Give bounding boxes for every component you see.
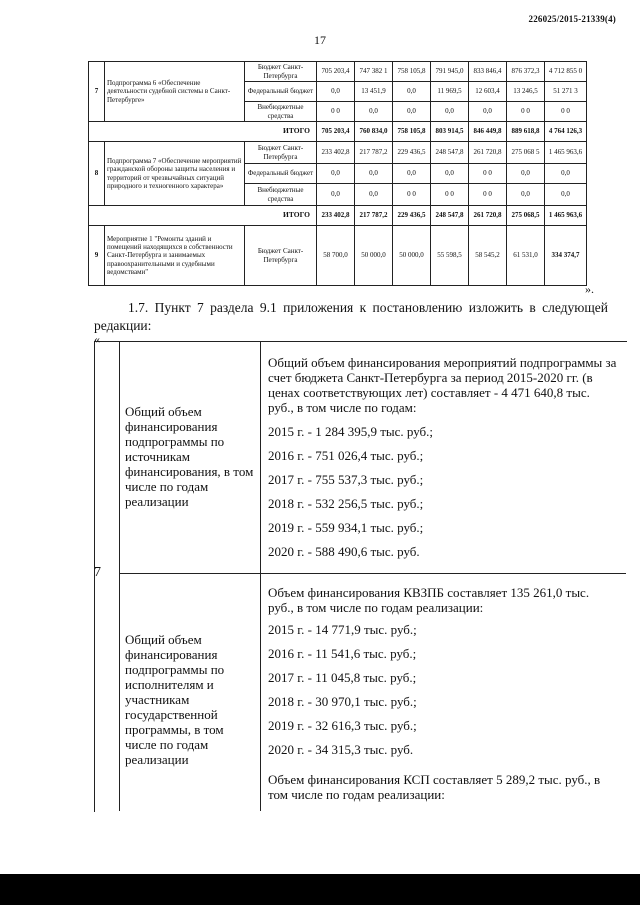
table-cell: 50 000,0 bbox=[393, 226, 431, 286]
table-cell: 803 914,5 bbox=[431, 122, 469, 142]
table-cell: 334 374,7 bbox=[545, 226, 587, 286]
year-line: 2018 г. - 532 256,5 тыс. руб.; bbox=[268, 496, 424, 511]
table-cell: 275 068 5 bbox=[507, 142, 545, 164]
table-cell: 846 449,8 bbox=[469, 122, 507, 142]
block2-intro: Объем финансирования КВЗПБ составляет 135 261,0 тыс. руб., в том числе по годам реализации: bbox=[268, 585, 590, 615]
table-cell: 0 0 bbox=[545, 102, 587, 122]
block1-intro: Общий объем финансирования мероприятий подпрограммы за счет бюджета Санкт-Петербурга за период 2015-2020 гг. (в ценах соответствующих лет) составляет - 4 471 640,8 тыс. руб., в том числе по годам: bbox=[268, 355, 617, 415]
row-number: 8 bbox=[89, 142, 105, 206]
program-title: Подпрограмма 7 «Обеспечение мероприятий гражданской обороны защиты населения и территорий от чрезвычайных ситуаций природного и техногенного характера» bbox=[105, 142, 245, 206]
table-cell: 0,0 bbox=[507, 184, 545, 206]
total-label: ИТОГО bbox=[89, 206, 317, 226]
ksp-funding-text: Объем финансирования КСП составляет 5 289,2 тыс. руб., в том числе по годам реализации: bbox=[268, 772, 601, 802]
year-line: 2016 г. - 751 026,4 тыс. руб.; bbox=[268, 448, 424, 463]
table-cell: 248 547,8 bbox=[431, 142, 469, 164]
table-cell: 55 598,5 bbox=[431, 226, 469, 286]
table-cell: 791 945,0 bbox=[431, 62, 469, 82]
table-cell: 261 720,8 bbox=[469, 206, 507, 226]
block2-label: Общий объем финансирования подпрограммы по исполнителям и участникам государственной программы, в том числе по годам реализации bbox=[125, 632, 225, 767]
year-line: 2016 г. - 11 541,6 тыс. руб.; bbox=[268, 646, 417, 661]
table-cell: 0,0 bbox=[317, 82, 355, 102]
table-cell: 58 700,0 bbox=[317, 226, 355, 286]
total-row bbox=[89, 206, 587, 226]
funding-source: Бюджет Санкт-Петербурга bbox=[245, 142, 317, 164]
program-title: Мероприятие 1 "Ремонты зданий и помещений находящихся в собственности Санкт-Петербурга и занимаемых правоохранительными и судебными ведомствами" bbox=[105, 226, 245, 286]
year-line: 2019 г. - 559 934,1 тыс. руб.; bbox=[268, 520, 424, 535]
year-line: 2017 г. - 755 537,3 тыс. руб.; bbox=[268, 472, 424, 487]
funding-source: Внебюджетные средства bbox=[245, 184, 317, 206]
table-cell: 233 402,8 bbox=[317, 142, 355, 164]
table-cell: 0,0 bbox=[355, 184, 393, 206]
table-cell: 0,0 bbox=[355, 164, 393, 184]
column-divider bbox=[119, 341, 120, 811]
program-title: Подпрограмма 6 «Обеспечение деятельности судебной системы в Санкт-Петербурге» bbox=[105, 62, 245, 122]
table-cell: 229 436,5 bbox=[393, 206, 431, 226]
table-cell: 217 787,2 bbox=[355, 206, 393, 226]
table-cell: 0,0 bbox=[393, 164, 431, 184]
table-cell: 13 246,5 bbox=[507, 82, 545, 102]
table-cell: 261 720,8 bbox=[469, 142, 507, 164]
table-cell: 0,0 bbox=[393, 82, 431, 102]
year-line: 2015 г. - 1 284 395,9 тыс. руб.; bbox=[268, 424, 434, 439]
table-cell: 0 0 bbox=[431, 184, 469, 206]
table-cell: 0 0 bbox=[317, 102, 355, 122]
year-line: 2015 г. - 14 771,9 тыс. руб.; bbox=[268, 622, 417, 637]
budget-table bbox=[88, 61, 587, 286]
column-divider bbox=[260, 341, 261, 811]
table-cell: 0,0 bbox=[431, 164, 469, 184]
funding-source: Федеральный бюджет bbox=[245, 82, 317, 102]
table-cell: 50 000,0 bbox=[355, 226, 393, 286]
funding-source: Федеральный бюджет bbox=[245, 164, 317, 184]
year-line: 2019 г. - 32 616,3 тыс. руб.; bbox=[268, 718, 417, 733]
table-cell: 11 969,5 bbox=[431, 82, 469, 102]
table-cell: 0,0 bbox=[317, 164, 355, 184]
table-cell: 0 0 bbox=[469, 164, 507, 184]
table-cell: 889 618,8 bbox=[507, 122, 545, 142]
table-cell: 758 105,8 bbox=[393, 122, 431, 142]
table-row bbox=[89, 226, 587, 286]
table-cell: 0,0 bbox=[507, 164, 545, 184]
table-cell: 0,0 bbox=[431, 102, 469, 122]
row-divider bbox=[119, 573, 626, 574]
table-cell: 758 105,8 bbox=[393, 62, 431, 82]
table-row bbox=[89, 142, 587, 164]
table-cell: 0,0 bbox=[469, 102, 507, 122]
table-cell: 705 203,4 bbox=[317, 122, 355, 142]
table-cell: 233 402,8 bbox=[317, 206, 355, 226]
table-cell: 1 465 963,6 bbox=[545, 206, 587, 226]
total-row bbox=[89, 122, 587, 142]
table-cell: 0,0 bbox=[545, 184, 587, 206]
year-line: 2018 г. - 30 970,1 тыс. руб.; bbox=[268, 694, 417, 709]
table-cell: 833 846,4 bbox=[469, 62, 507, 82]
table-cell: 229 436,5 bbox=[393, 142, 431, 164]
table-cell: 12 603,4 bbox=[469, 82, 507, 102]
table-cell: 0,0 bbox=[545, 164, 587, 184]
table-cell: 705 203,4 bbox=[317, 62, 355, 82]
table-cell: 51 271 3 bbox=[545, 82, 587, 102]
item-number: 7 bbox=[94, 565, 101, 580]
table-cell: 0 0 bbox=[393, 184, 431, 206]
row-number: 9 bbox=[89, 226, 105, 286]
year-line: 2020 г. - 588 490,6 тыс. руб. bbox=[268, 544, 420, 559]
block1-label: Общий объем финансирования подпрограммы по источникам финансирования, в том числе по годам реализации bbox=[125, 404, 254, 509]
table-cell: 0,0 bbox=[317, 184, 355, 206]
table-cell: 4 712 855 0 bbox=[545, 62, 587, 82]
table-cell: 275 068,5 bbox=[507, 206, 545, 226]
table-cell: 248 547,8 bbox=[431, 206, 469, 226]
table-cell: 13 451,9 bbox=[355, 82, 393, 102]
table-cell: 4 764 126,3 bbox=[545, 122, 587, 142]
table-cell: 747 382 1 bbox=[355, 62, 393, 82]
page-number: 17 bbox=[314, 33, 326, 47]
table-cell: 0,0 bbox=[393, 102, 431, 122]
amendment-paragraph: 1.7. Пункт 7 раздела 9.1 приложения к постановлению изложить в следующей редакции: bbox=[94, 300, 608, 333]
total-label: ИТОГО bbox=[89, 122, 317, 142]
table-cell: 0 0 bbox=[469, 184, 507, 206]
table-cell: 61 531,0 bbox=[507, 226, 545, 286]
table-row bbox=[89, 62, 587, 82]
table-cell: 876 372,3 bbox=[507, 62, 545, 82]
table-cell: 0 0 bbox=[507, 102, 545, 122]
opening-quote: « bbox=[94, 332, 100, 346]
year-line: 2017 г. - 11 045,8 тыс. руб.; bbox=[268, 670, 417, 685]
funding-source: Бюджет Санкт-Петербурга bbox=[245, 62, 317, 82]
table-cell: 217 787,2 bbox=[355, 142, 393, 164]
year-line: 2020 г. - 34 315,3 тыс. руб. bbox=[268, 742, 414, 757]
table-cell: 58 545,2 bbox=[469, 226, 507, 286]
table-cell: 0,0 bbox=[355, 102, 393, 122]
funding-source: Внебюджетные средства bbox=[245, 102, 317, 122]
closing-quote: ». bbox=[585, 282, 594, 296]
scan-border bbox=[0, 874, 640, 905]
funding-source: Бюджет Санкт-Петербурга bbox=[245, 226, 317, 286]
table-cell: 1 465 963,6 bbox=[545, 142, 587, 164]
table-cell: 760 834,0 bbox=[355, 122, 393, 142]
row-number: 7 bbox=[89, 62, 105, 122]
document-id: 226025/2015-21339(4) bbox=[528, 14, 616, 24]
